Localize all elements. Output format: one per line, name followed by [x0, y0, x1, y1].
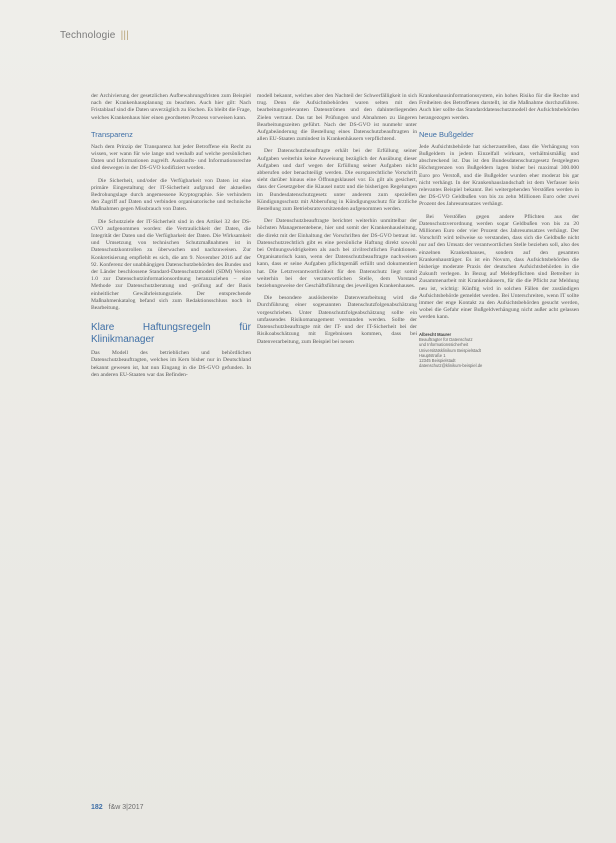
- paragraph: Der Datenschutzbeauftragte erhält bei der Erfüllung seiner Aufgaben weiterhin keine Anweisung bezüglich der Ausübung dieser Aufgaben und darf wegen der Erfüllung seiner Aufgaben nicht abberufen oder benachteiligt werden. Die europarechtliche Vorschrift sieht darüber hinaus eine Öffnungsklausel vor. Es gilt als gesichert, dass der Gesetzgeber die Klausel nutzt und die bisherigen Regelungen im Bundesdatenschutzgesetz unter anderem zum speziellen Kündigungsschutz mit Abberufung in Kündigungsschutz für ärztliche Bestellung zum Betriebsratsvorsitzenden aufgenommen werden.: [257, 148, 417, 213]
- section-marker: |||: [120, 30, 129, 41]
- paragraph: Die Sicherheit, und/oder die Verfügbarkeit von Daten ist eine primäre Eingestaltung der IT-Sicherheit aufgrund der aktuellen Bedrohungslage durch angemessene Kryptographie. Sie verhindern den Zugriff auf Daten und verbinden organisatorische und technische Maßnahmen gegen Missbrauch von Daten.: [91, 177, 251, 213]
- text-column-2: [257, 93, 417, 351]
- paragraph: Nach dem Prinzip der Transparenz hat jeder Betroffene ein Recht zu wissen, wer wann für wie lange und weshalb auf welche persönlichen Daten und Informationen zugreift. Auskunfts- und Informationsrechte sind deswegen in der DS-GVO kodifiziert worden.: [91, 143, 251, 172]
- subheading-transparenz: Transparenz: [91, 129, 133, 139]
- running-header: [60, 30, 129, 41]
- author-line: 12345 Beispielstadt: [419, 358, 456, 364]
- subheading-bussgelder: Neue Bußgelder: [419, 129, 474, 139]
- page-footer: [91, 804, 144, 811]
- author-email: datenschutz@klinikum-beispiel.de: [419, 363, 483, 369]
- paragraph: Jede Aufsichtsbehörde hat sicherzustellen, dass die Verhängung von Bußgeldern in jedem Einzelfall wirksam, verhältnismäßig und abschreckend ist. Das ist den Bundesdatenschutzgesetz festgelegten Höchstgrenzen von Bußgeldern lagen bisher bei maximal 300.000 Euro pro Verstoß, und die Bußgelder wurden eher moderat bis gar nicht verhängt. In der Krankenhauslandschaft ist dem Verfasser kein relevantes Beispiel bekannt. Bei weitergehenden Verstößen werden in der DS-GVO Geldbußen von bis zu zehn Millionen Euro oder zwei Prozent des Jahresumsatzes verhängt.: [419, 143, 579, 208]
- author-line: Universitätsklinikum Beispielstadt: [419, 347, 481, 353]
- author-line: Hauptstraße 1: [419, 352, 446, 358]
- paragraph: Der Datenschutzbeauftragte berichtet weiterhin unmittelbar der höchsten Managementebene, hier und somit der Krankenhausleitung, die direkt mit der Einhaltung der Vorschriften der DS-GVO betraut ist. Datenschutzrechtlich gibt es eine persönliche Haftung direkt sowohl bei Ordnungswidrigkeiten als auch bei zivilrechtlichen Funktionen. Organisatorisch kann, wenn der Datenschutzbeauftragte nachweisen kann, dass er seine Aufgaben pflichtgemäß erfüllt und dokumentiert hat. Die Letztverantwortlichkeit für den Datenschutz liegt somit weiterhin bei der verantwortlichen Stelle, dem Vorstand beziehungsweise der Geschäftsführung des jeweiligen Krankenhauses.: [257, 218, 417, 290]
- page-number: 182: [91, 804, 103, 811]
- issue-label: f&w 3|2017: [108, 804, 144, 811]
- paragraph: Krankenhausinformationssystem, ein hohes Risiko für die Rechte und Freiheiten des Betroffenen darstellt, ist die Maßnahme durchzuführen. Auch hier sollte das Standarddatenschutzmodell der Aufsichtsbehörden herangezogen werden.: [419, 93, 579, 121]
- author-name: Albrecht Maurer: [419, 331, 452, 337]
- text-column-3: [419, 93, 579, 369]
- author-signature: [419, 332, 579, 369]
- paragraph: Die Schutzziele der IT-Sicherheit sind in den Artikel 32 der DS-GVO aufgenommen worden: die Vertraulichkeit der Daten, die Integrität der Daten und die Verfügbarkeit der Daten. Die Wirksamkeit und Umsetzung von technischen Schutzmaßnahmen ist in Datenschutzkontrollen zu überwachen und nachzuweisen. Zur Konkretisierung empfiehlt es sich, die am 9. November 2016 auf der 92. Konferenz der unabhängigen Datenschutzbehörden des Bundes und der Länder beschlossene Standard-Datenschutzmodell (SDM) Version 1.0 zur Datenschutzinformationsordnung heranzuziehen – eine Methode zur Datenschutzberatung und -prüfung auf der Basis einheitlicher Gewährleistungsziele. Der entsprechende Maßnahmenkatalog befand sich zum Redaktionsschluss noch in Bearbeitung.: [91, 218, 251, 312]
- paragraph: Das Modell des betrieblichen und behördlichen Datenschutzbeauftragten, welches im Kern bisher nur in Deutschland bekannt gewesen ist, hat nun Eingang in die DS-GVO gefunden. In den anderen EU-Staaten war das Befinden-: [91, 350, 251, 378]
- paragraph: der Archivierung der gesetzlichen Aufbewahrungsfristen zum Beispiel nach der Krankenhausplanung zu beachten. Auch hier gilt: Nach Fristablauf sind die Daten unverzüglich zu löschen. Es bleibt die Frage, welches Krankenhaus hier einen geordneten Prozess vorweisen kann.: [91, 93, 252, 121]
- author-line: Beauftragter für Datenschutz: [419, 336, 473, 342]
- subheading-haftungsregeln: Klare Haftungsregeln für Klinikmanager: [91, 322, 251, 345]
- section-title: Technologie: [60, 30, 116, 41]
- author-line: und Informationssicherheit: [419, 342, 469, 348]
- paragraph: Bei Verstößen gegen andere Pflichten aus der Datenschutzverordnung werden sogar Geldbußen von bis zu 20 Millionen Euro oder vier Prozent des Jahresumsatzes verhängt. Der Vorschrift wird teilweise so verstanden, dass sich die Geldbuße nicht nur auf den Umsatz der verantwortlichen Stelle beziehen soll, also des einzelnen Krankenhauses, sondern auf den gesamten Krankenhausträger. Es ist ein Novum, dass Aufsichtsbehörden die bisherige moderate Praxis der deutschen Aufsichtsbehörden in die Zukunft verlegen. In Bezug auf Meldepflichten sind Betreiber in Zusammenarbeit mit Krankenhäusern, für die die Pflicht zur Meldung neu ist, wichtig: Künftig wird in solchen Fällen der zuständigen Aufsichtsbehörde gemeldet werden. Bei Unterschreiten, wenn IT sollte immer der enge Kontakt zu den Aufsichtsbehörden gesucht werden, wobei die Gefahr einer Bußgeldverhängung nicht außer acht gelassen werden kann.: [419, 213, 579, 321]
- paragraph: modell bekannt, welches aber den Nachteil der Schwerfälligkeit in sich trug. Denn die Aufsichtsbehörden waren selten mit den bearbeitungsrelevanten Datenströmen und den dahinterliegenden Zielen vertraut. Das tat bei Prüfungen und Abnahmen zu längeren Bearbeitungszeiten geführt. Nach der DS-GVO ist nunmehr unter Aufgabeänderung die Bestellung eines Datenschutzbeauftragten in allen EU-Staaten zumindest in Krankenhäusern verpflichtend.: [257, 93, 417, 143]
- text-column-1: [91, 93, 251, 384]
- paragraph: Die besondere auslösbereite Datenverarbeitung wird die Durchführung einer sogenannten Datenschutzfolgenabschätzung vorgeschrieben. Unter Datenschutzfolgeabschätzung sollte ein umfassendes Risikomanagement verstanden werden. Sollte der Datenschutzbeauftragte mit der IT- und der IT-Sicherheit bei der Risikoabschätzung mit Ergebnissen kommen, dass bei Datenverarbeitung, zum Beispiel bei neuen: [257, 295, 417, 345]
